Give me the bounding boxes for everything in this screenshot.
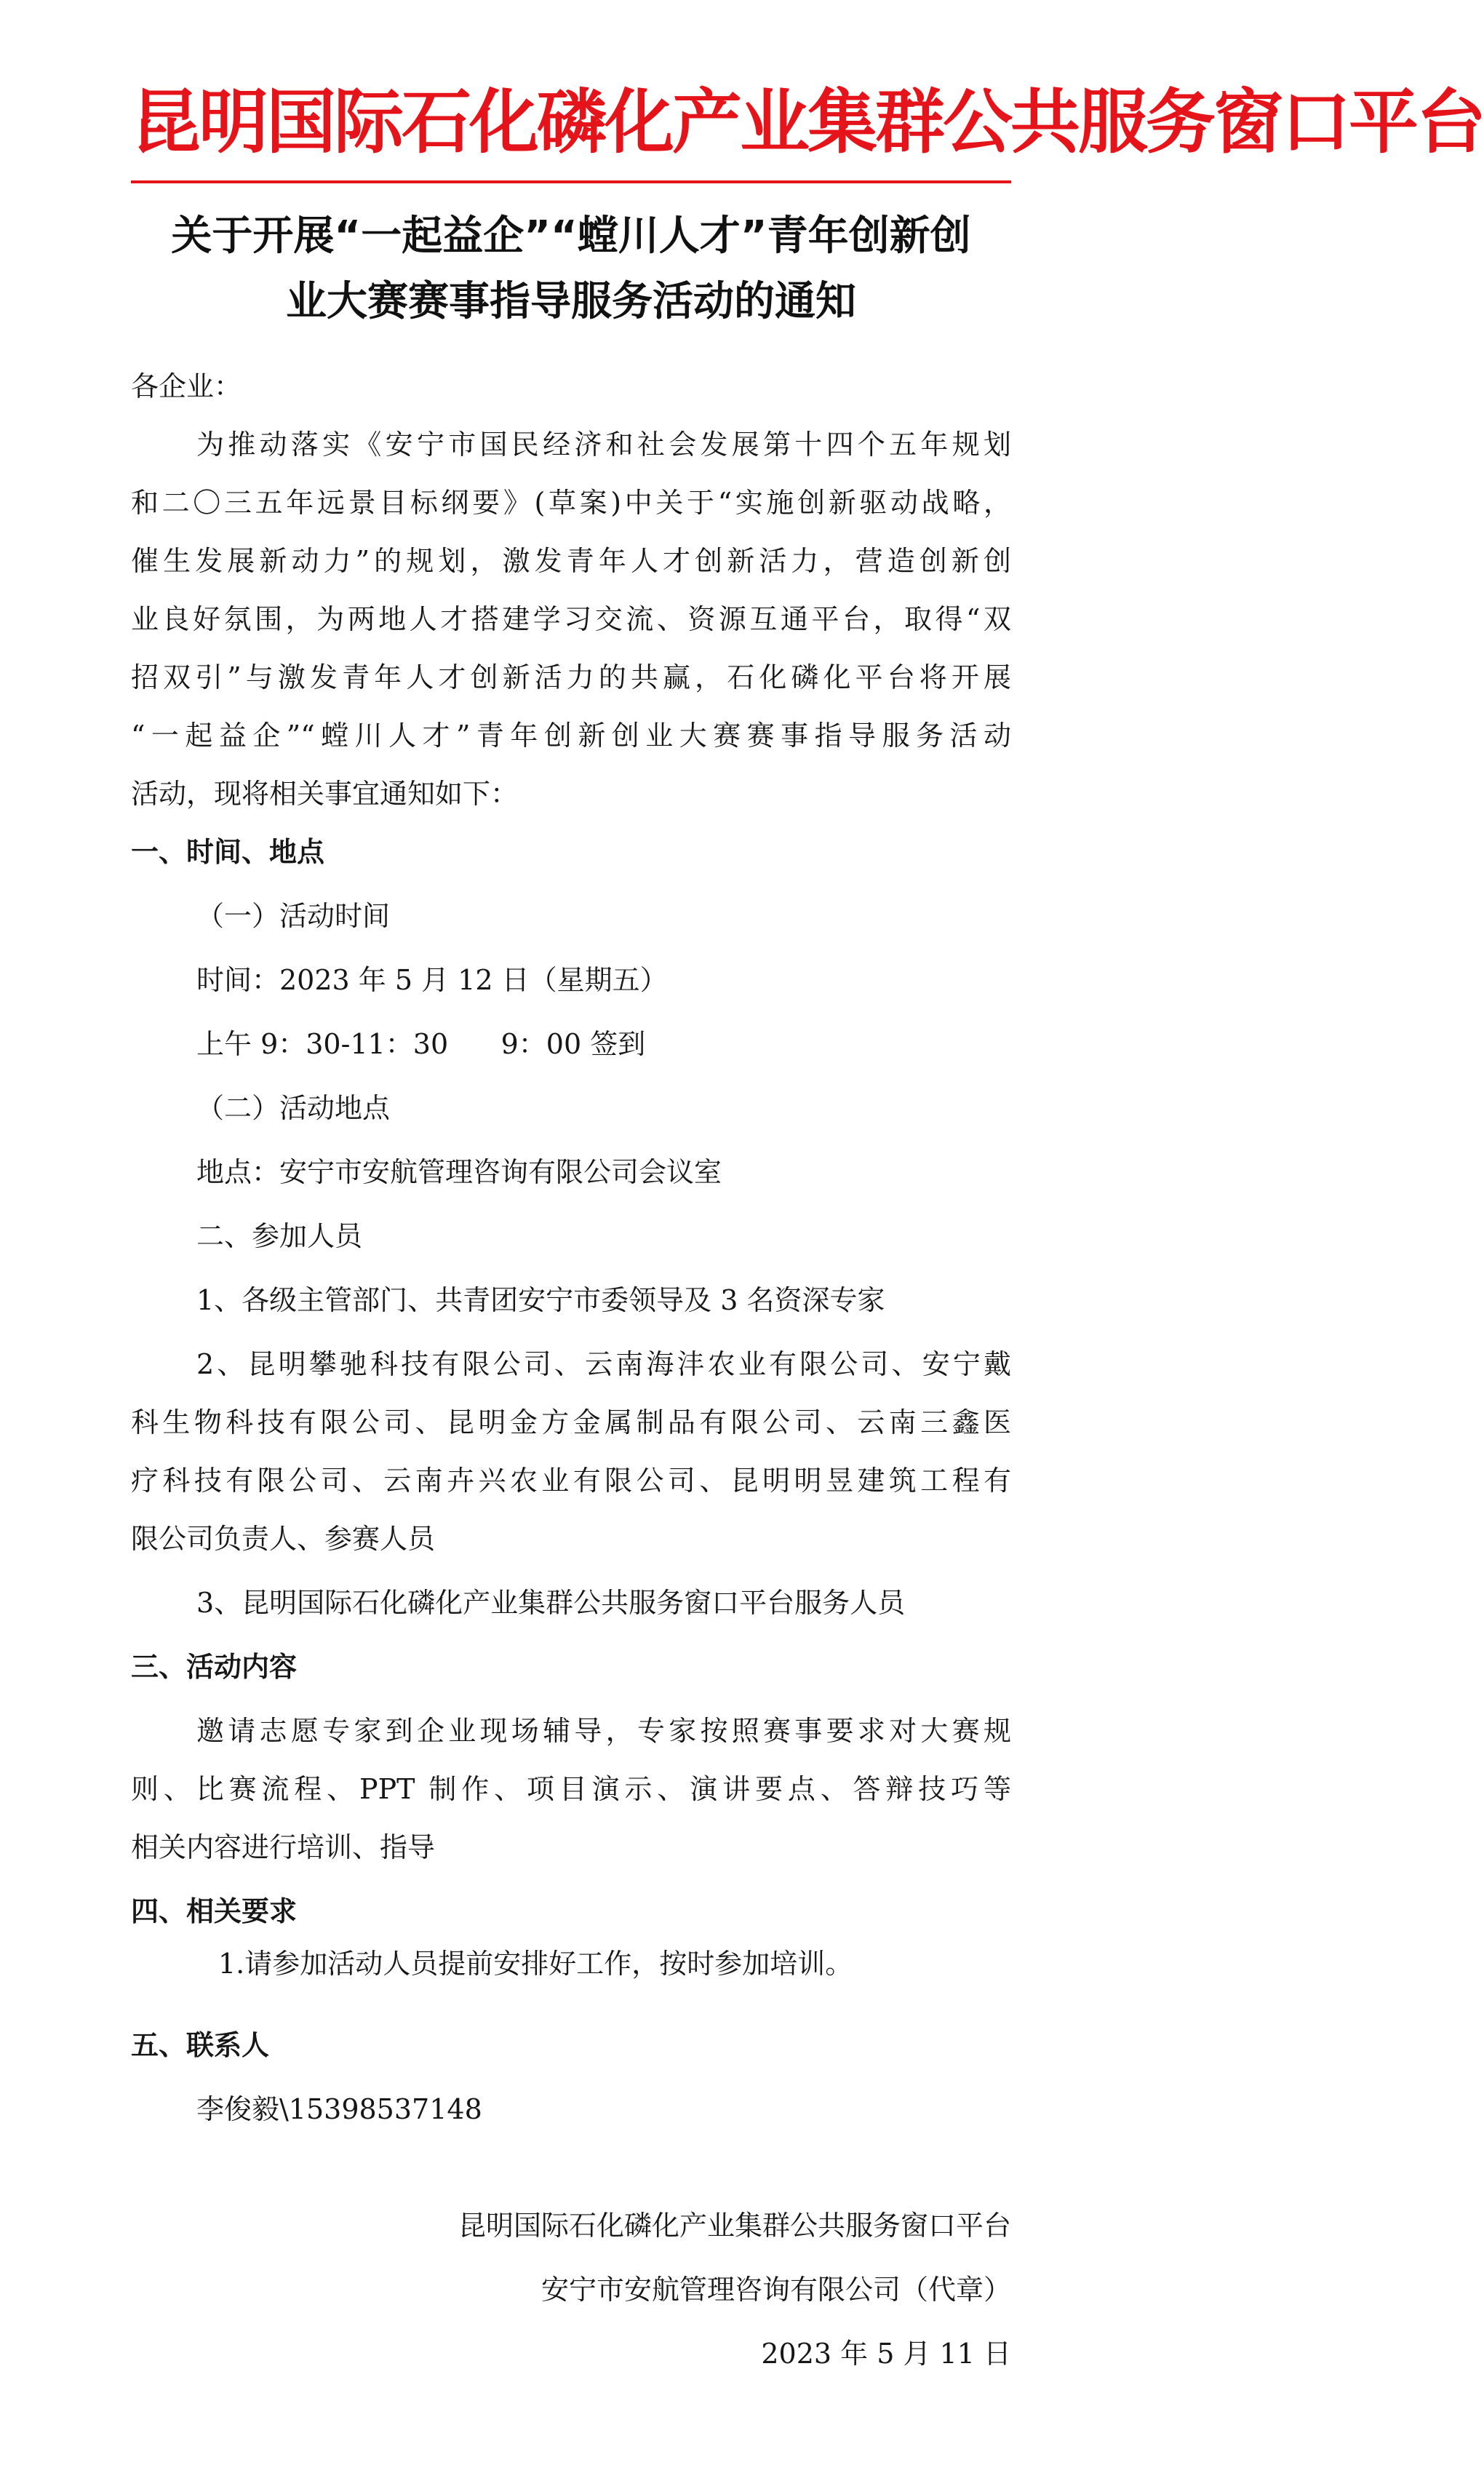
- participants-item-1: 1、各级主管部门、共青团安宁市委领导及 3 名资深专家: [196, 1284, 885, 1316]
- notice-title-line-2: 业大赛赛事指导服务活动的通知: [286, 278, 856, 325]
- activity-place: 地点：安宁市安航管理咨询有限公司会议室: [196, 1156, 722, 1188]
- content-line-2: 则、比赛流程、PPT 制作、项目演示、演讲要点、答辩技巧等: [131, 1773, 1011, 1805]
- section-5-heading: 五、联系人: [131, 2029, 270, 2061]
- participants-item-3: 3、昆明国际石化磷化产业集群公共服务窗口平台服务人员: [196, 1587, 906, 1619]
- content-line-3: 相关内容进行培训、指导: [131, 1831, 436, 1863]
- activity-time-slot: 上午 9：30-11：30 9：00 签到: [196, 1028, 646, 1060]
- letterhead-org-name: 昆明国际石化磷化产业集群公共服务窗口平台: [131, 81, 1484, 163]
- section-1-sub-1: （一）活动时间: [196, 900, 391, 932]
- signature-org-1: 昆明国际石化磷化产业集群公共服务窗口平台: [458, 2210, 1011, 2242]
- intro-line-3: 催生发展新动力”的规划，激发青年人才创新活力，营造创新创: [131, 545, 1011, 577]
- intro-line-7: 活动，现将相关事宜通知如下：: [131, 778, 519, 810]
- signature-org-2: 安宁市安航管理咨询有限公司（代章）: [540, 2274, 1011, 2306]
- notice-title-line-1: 关于开展“一起益企”“螳川人才”青年创新创: [171, 212, 971, 260]
- section-1-sub-2: （二）活动地点: [196, 1092, 391, 1124]
- activity-time: 时间：2023 年 5 月 12 日（星期五）: [196, 964, 668, 996]
- section-3-heading: 三、活动内容: [131, 1651, 298, 1683]
- section-4-heading: 四、相关要求: [131, 1895, 298, 1927]
- participants-item-2-line-1: 2、昆明攀驰科技有限公司、云南海沣农业有限公司、安宁戴: [196, 1348, 1011, 1380]
- salutation: 各企业：: [131, 370, 242, 402]
- requirements-item-1: 1.请参加活动人员提前安排好工作，按时参加培训。: [218, 1948, 853, 1980]
- letterhead-red-rule: [131, 180, 1011, 183]
- section-2-heading: 二、参加人员: [196, 1220, 363, 1252]
- contact-person: 李俊毅\15398537148: [196, 2093, 482, 2125]
- signature-date: 2023 年 5 月 11 日: [761, 2338, 1011, 2370]
- intro-line-4: 业良好氛围，为两地人才搭建学习交流、资源互通平台，取得“双: [131, 603, 1011, 635]
- intro-line-1: 为推动落实《安宁市国民经济和社会发展第十四个五年规划: [196, 429, 1011, 461]
- content-line-1: 邀请志愿专家到企业现场辅导，专家按照赛事要求对大赛规: [196, 1715, 1011, 1747]
- participants-item-2-line-3: 疗科技有限公司、云南卉兴农业有限公司、昆明明昱建筑工程有: [131, 1465, 1011, 1497]
- section-1-heading: 一、时间、地点: [131, 836, 325, 868]
- intro-line-5: 招双引”与激发青年人才创新活力的共赢，石化磷化平台将开展: [131, 661, 1011, 693]
- participants-item-2-line-2: 科生物科技有限公司、昆明金方金属制品有限公司、云南三鑫医: [131, 1406, 1011, 1438]
- intro-line-2: 和二〇三五年远景目标纲要》(草案)中关于“实施创新驱动战略，: [131, 487, 1011, 519]
- participants-item-2-line-4: 限公司负责人、参赛人员: [131, 1523, 436, 1555]
- intro-line-6: “一起益企”“螳川人才”青年创新创业大赛赛事指导服务活动: [131, 720, 1011, 752]
